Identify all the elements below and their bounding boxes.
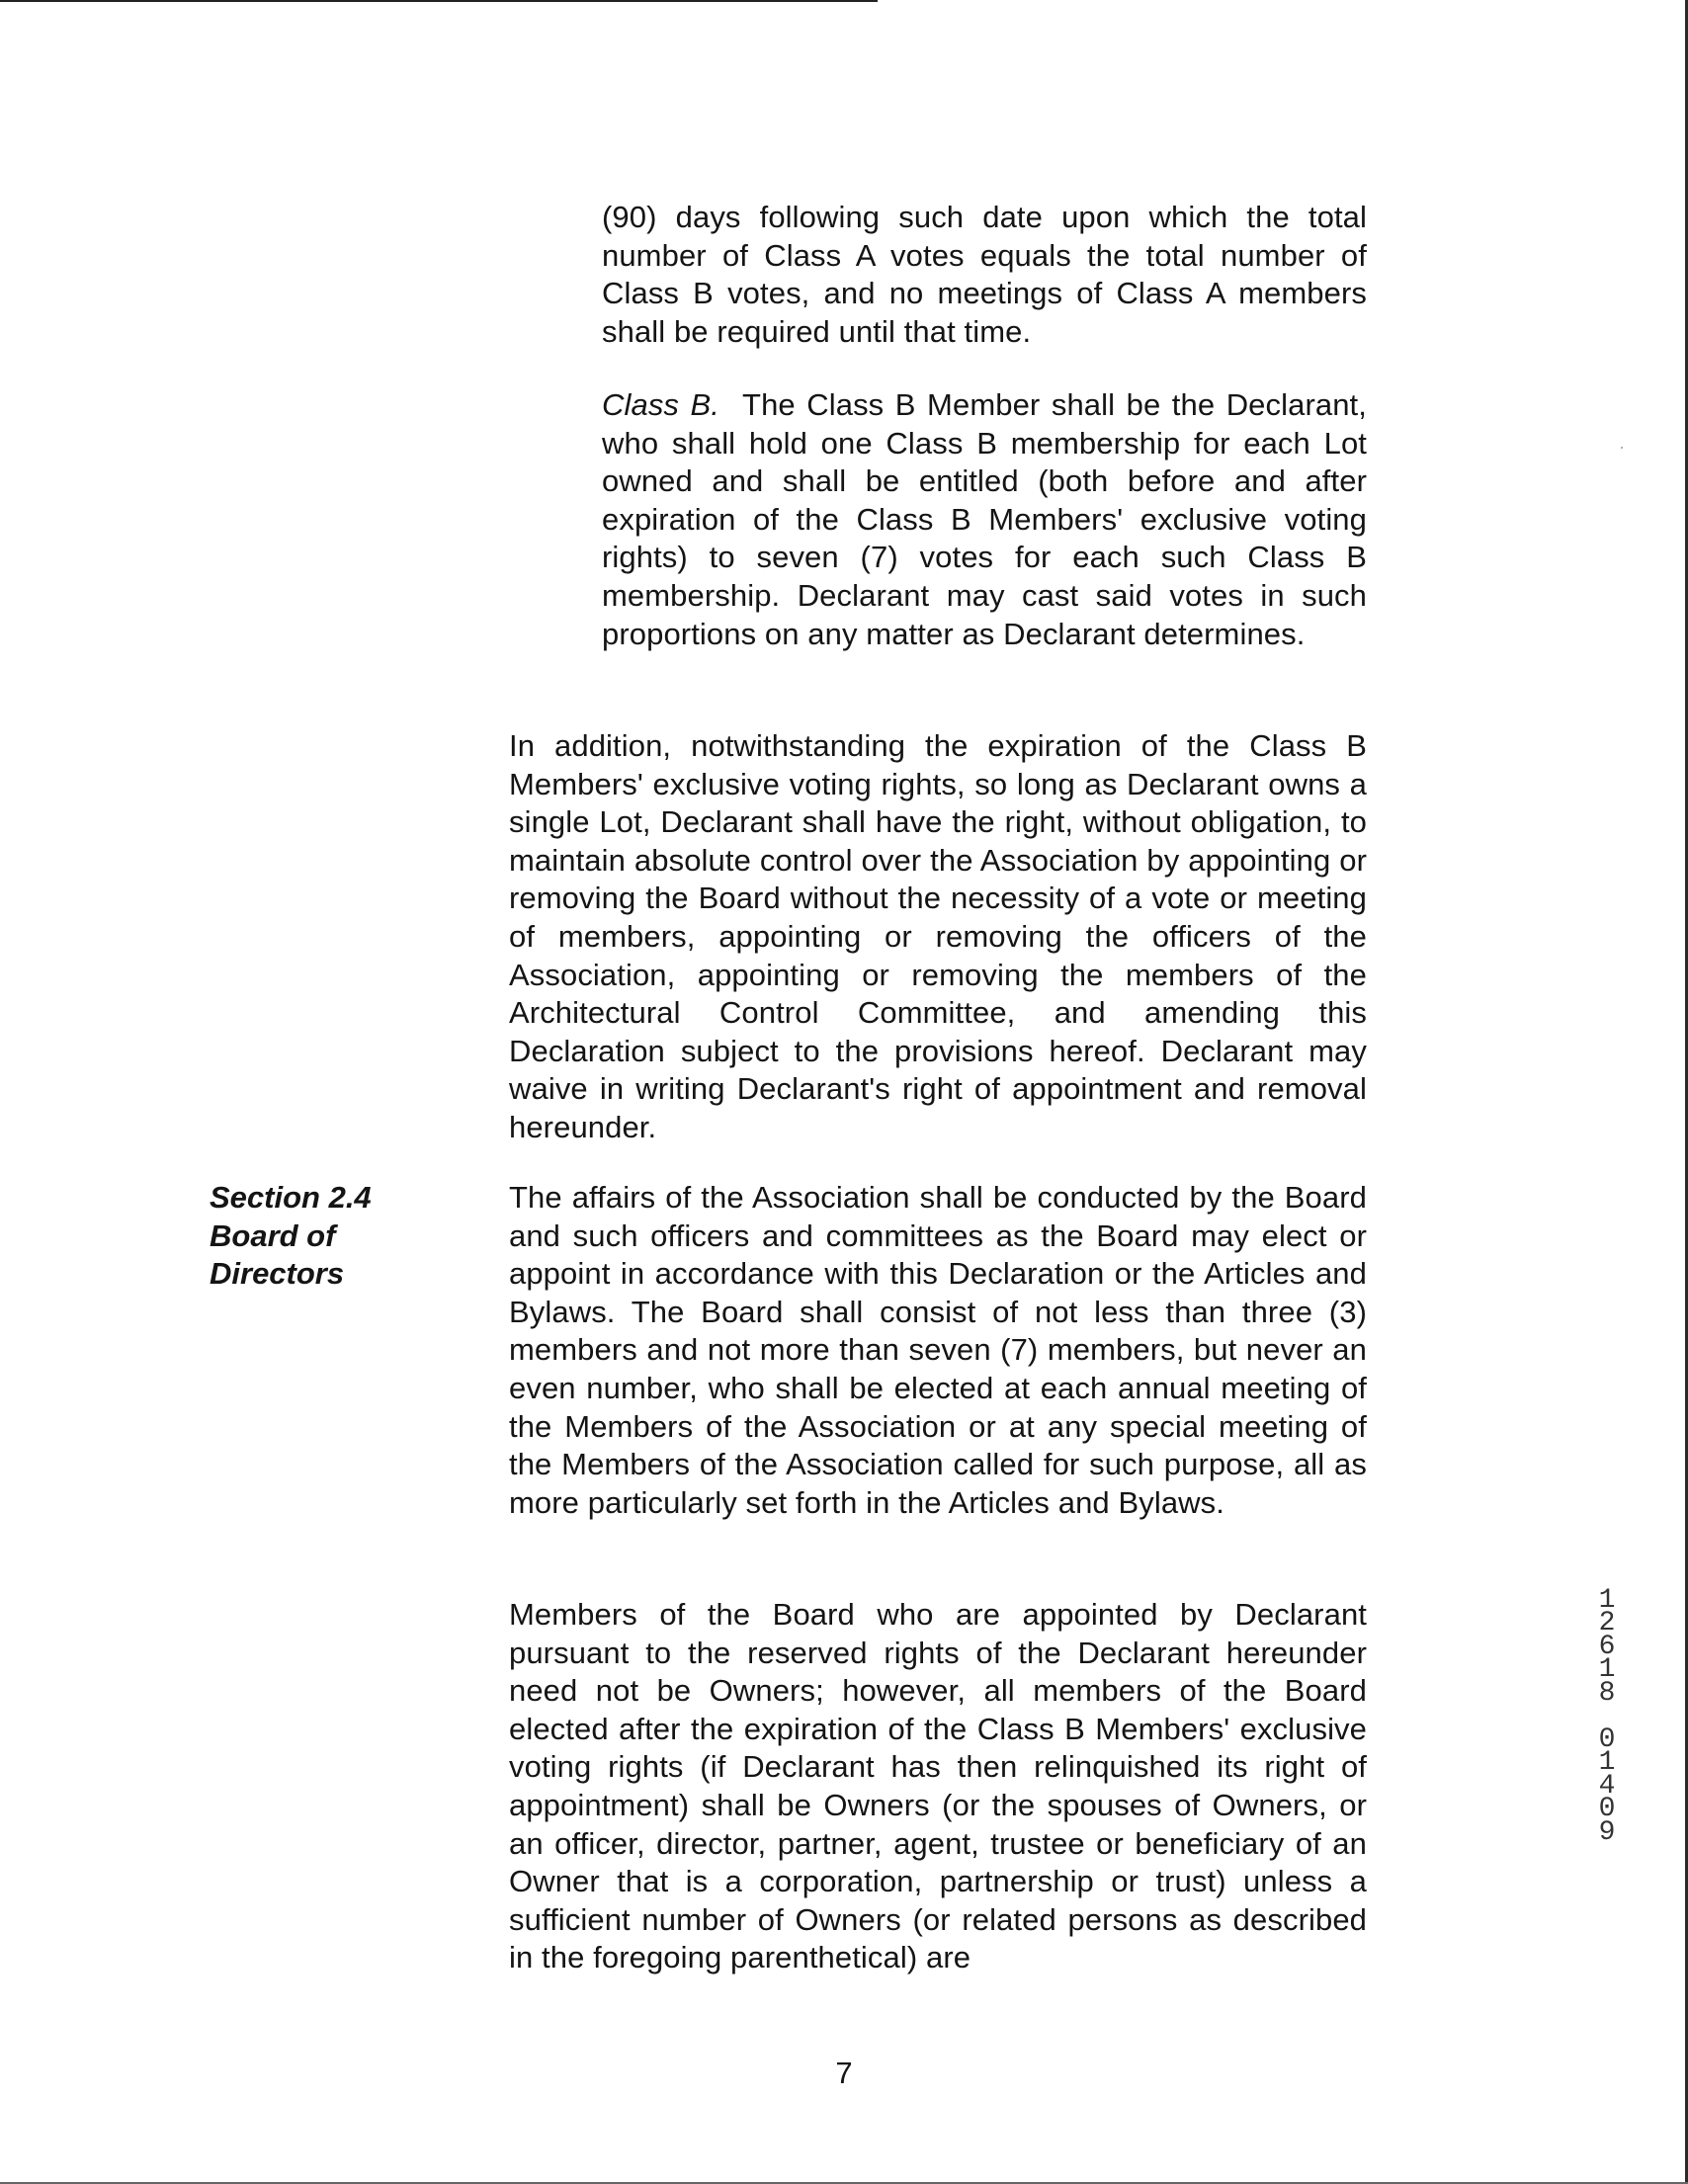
paragraph-board-members: Members of the Board who are appointed by Declarant pursuant to the reserved rights of the Declarant hereunder need not be Owners; however, all members of the Board elected after the expiration of the Class B Members' exclusive voting rights (if Declarant has then relinquished its right of appointment) shall be Owners (or the spouses of Owners, or an officer, director, partner, agent, trustee or beneficiary of an Owner that is a corporation, partnership or trust) unless a sufficient number of Owners (or related persons as described in the foregoing parenthetical) are [509, 1597, 1367, 1975]
stamp-digit: 1 [1598, 1654, 1616, 1686]
class-b-text: The Class B Member shall be the Declarant, who shall hold one Class B membership for each Lot owned and shall be entitled (both before and after expiration of the Class B Members' exclusive voting rights) to seven (7) votes for each such Class B membership. Declarant may cast said votes in such proportions on any matter as Declarant determines. [602, 387, 1367, 651]
section-title-line-1: Board of [210, 1218, 336, 1253]
paragraph-declarant-control: In addition, notwithstanding the expiration of the Class B Members' exclusive voting rights, so long as Declarant owns a single Lot, Declarant shall have the right, without obligation, to maintain absolute control over the Association by appointing or removing the Board without the necessity of a vote or meeting of members, appointing or removing the officers of the Association, appointing or removing the members of the Architectural Control Committee, and amending this Declaration subject to the provisions hereof. Declarant may waive in writing Declarant's right of appointment and removal hereunder. [509, 728, 1367, 1144]
scan-top-edge-line [0, 0, 878, 2]
section-number: Section 2.4 [210, 1180, 372, 1215]
paragraph-board-affairs: The affairs of the Association shall be conducted by the Board and such officers and committees as the Board may elect or appoint in accordance with this Declaration or the Articles and Bylaws. The Board shall consist of not less than three (3) members and not more than seven (7) members, but never an even number, who shall be elected at each annual meeting of the Members of the Association or at any special meeting of the Members of the Association called for such purpose, all as more particularly set forth in the Articles and Bylaws. [509, 1180, 1367, 1520]
stamp-digit: 1 [1598, 1585, 1616, 1616]
paragraph-class-a-continuation: (90) days following such date upon which the total number of Class A votes equals the total number of Class B votes, and no meetings of Class A members shall be required until that time. [602, 200, 1367, 349]
recording-stamp-number [1592, 1585, 1622, 1848]
stamp-digit: 9 [1598, 1816, 1616, 1848]
stamp-digit: 1 [1598, 1747, 1616, 1779]
paragraph-class-b [602, 386, 1367, 653]
stamp-digit: 6 [1598, 1631, 1616, 1662]
scan-speck [1621, 447, 1623, 449]
stamp-digit: 0 [1598, 1724, 1616, 1756]
page-number: 7 [835, 2056, 853, 2090]
section-heading [210, 1179, 427, 1294]
section-title-line-2: Directors [210, 1256, 345, 1292]
class-b-label: Class B. [602, 387, 720, 422]
stamp-digit: 2 [1598, 1608, 1616, 1639]
stamp-digit: 8 [1598, 1677, 1616, 1709]
stamp-digit: 4 [1598, 1770, 1616, 1802]
stamp-digit: 0 [1598, 1794, 1616, 1825]
